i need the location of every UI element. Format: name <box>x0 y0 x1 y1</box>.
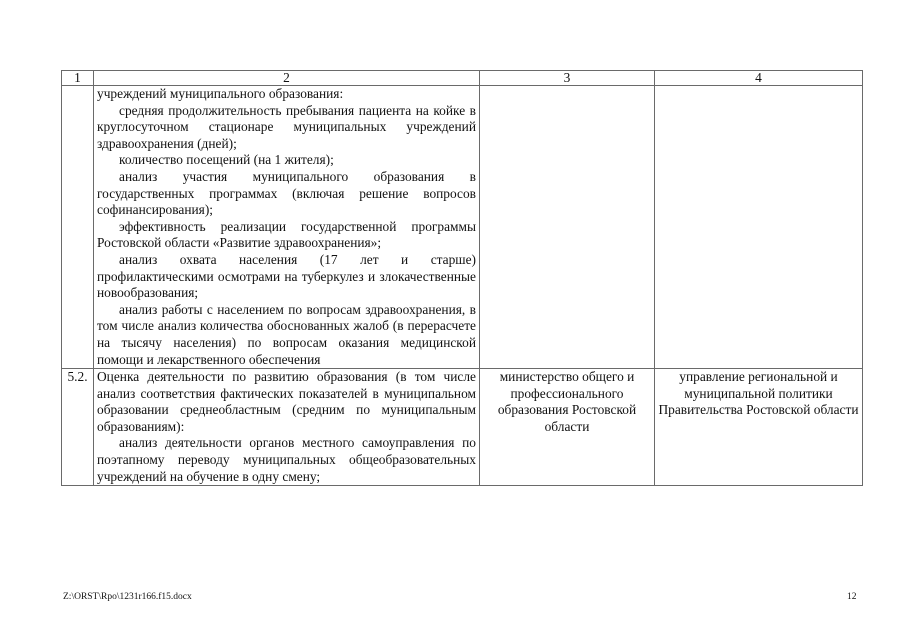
header-col-1: 1 <box>62 71 94 86</box>
list-item: учреждений муниципального образования: <box>97 86 344 101</box>
header-col-2: 2 <box>94 71 480 86</box>
list-item: анализ участия муниципального образования в государственных программах (включая решение вопросов софинансирования); <box>97 168 476 218</box>
row-coexecutor: управление региональной и муниципальной политики Правительства Ростовской области <box>655 369 863 486</box>
list-item: Оценка деятельности по развитию образования (в том числе анализ соответствия фактических показателей в муниципальном образовании среднеобластным (средним по муниципальным образованиям): <box>97 369 476 434</box>
list-item: анализ работы с населением по вопросам здравоохранения, в том числе анализ количества обоснованных жалоб (в перерасчете на тысячу населения) по вопросам оказания медицинской помощи и лекарственного обеспечения <box>97 301 476 367</box>
row-responsible: министерство общего и профессионального образования Ростовской области <box>480 369 655 486</box>
list-item: количество посещений (на 1 жителя); <box>119 152 334 168</box>
list-item: анализ охвата населения (17 лет и старше) профилактическими осмотрами на туберкулез и злокачественные новообразования; <box>97 251 476 301</box>
table-header-row <box>62 71 863 86</box>
document-table <box>61 70 863 486</box>
row-responsible <box>480 86 655 369</box>
header-col-3: 3 <box>480 71 655 86</box>
list-item: эффективность реализации государственной программы Ростовской области «Развитие здравоохранения»; <box>97 218 476 251</box>
header-col-4: 4 <box>655 71 863 86</box>
row-description <box>94 86 480 369</box>
row-number: 5.2. <box>62 369 94 486</box>
row-description <box>94 369 480 486</box>
table-row <box>62 369 863 486</box>
list-item: средняя продолжительность пребывания пациента на койке в круглосуточном стационаре муниципальных учреждений здравоохранения (дней); <box>97 102 476 151</box>
row-number <box>62 86 94 369</box>
table-row <box>62 86 863 369</box>
footer-file-path: Z:\ORST\Rpo\1231r166.f15.docx <box>63 592 192 602</box>
list-item: анализ деятельности органов местного самоуправления по поэтапному переводу муниципальных общеобразовательных учреждений на обучение в одну смену; <box>97 435 476 484</box>
page-number: 12 <box>847 592 857 602</box>
row-coexecutor <box>655 86 863 369</box>
